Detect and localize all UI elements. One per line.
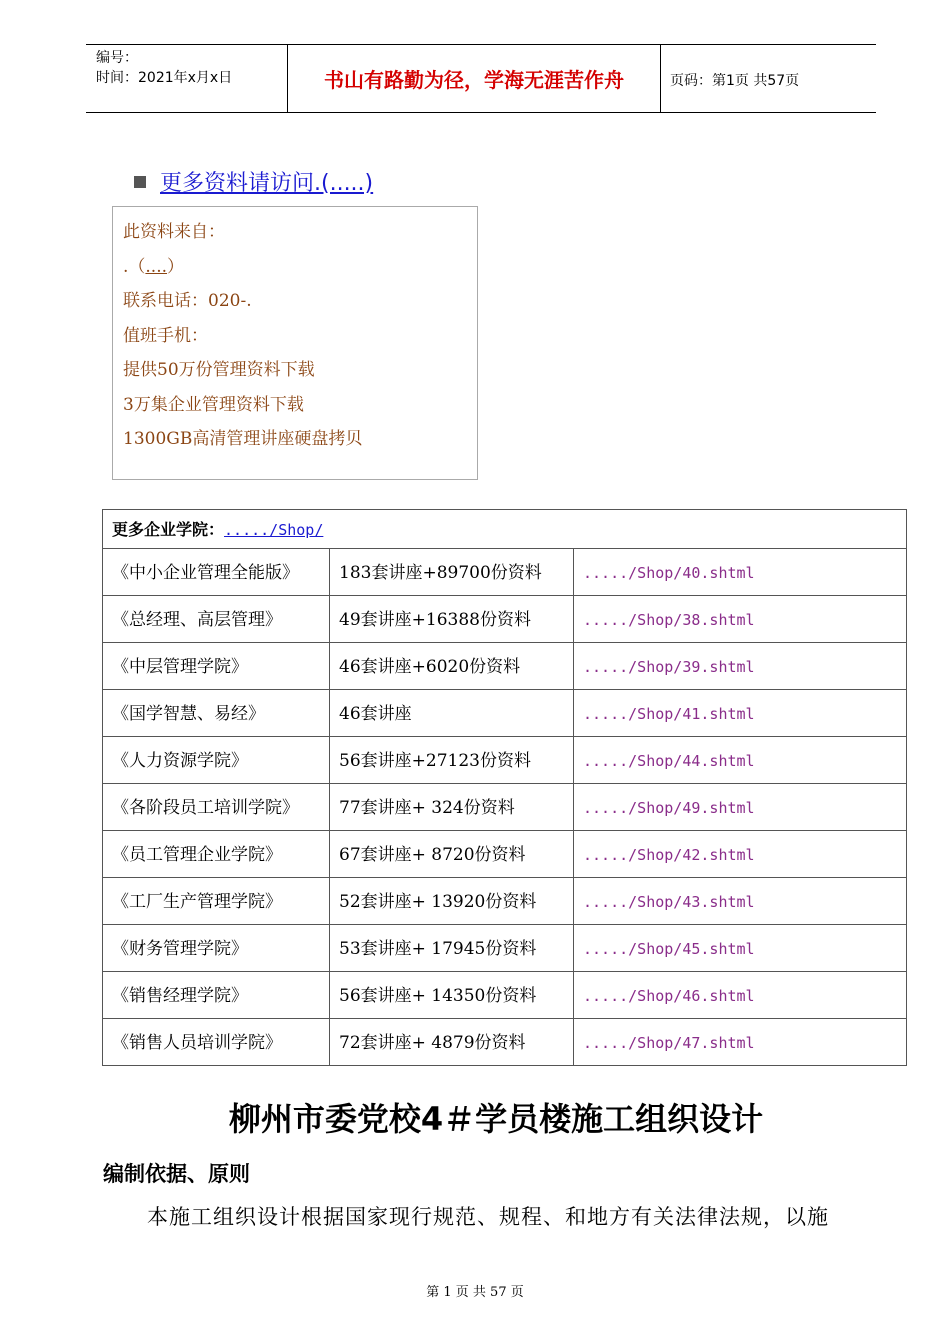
- course-link[interactable]: ...../Shop/38.shtml: [574, 596, 907, 643]
- courses-header-link[interactable]: ...../Shop/: [224, 521, 324, 539]
- course-name: 《销售人员培训学院》: [103, 1019, 330, 1066]
- courses-header-label: 更多企业学院：: [112, 520, 225, 539]
- course-desc: 52套讲座+ 13920份资料: [330, 878, 574, 925]
- table-row: [103, 925, 907, 972]
- course-link[interactable]: ...../Shop/41.shtml: [574, 690, 907, 737]
- doc-number-label: 编号：: [96, 50, 138, 66]
- course-desc: 183套讲座+89700份资料: [330, 549, 574, 596]
- table-row: [103, 596, 907, 643]
- course-desc: 56套讲座+27123份资料: [330, 737, 574, 784]
- header-meta: [96, 48, 232, 88]
- page-footer: 第 1 页 共 57 页: [426, 1285, 524, 1300]
- course-link[interactable]: ...../Shop/40.shtml: [574, 549, 907, 596]
- table-row: [103, 643, 907, 690]
- course-name: 《总经理、高层管理》: [103, 596, 330, 643]
- course-desc: 77套讲座+ 324份资料: [330, 784, 574, 831]
- course-link[interactable]: ...../Shop/45.shtml: [574, 925, 907, 972]
- course-name: 《各阶段员工培训学院》: [103, 784, 330, 831]
- course-desc: 56套讲座+ 14350份资料: [330, 972, 574, 1019]
- course-link[interactable]: ...../Shop/46.shtml: [574, 972, 907, 1019]
- table-row: [103, 690, 907, 737]
- course-name: 《销售经理学院》: [103, 972, 330, 1019]
- course-name: 《人力资源学院》: [103, 737, 330, 784]
- table-row: [103, 831, 907, 878]
- offer-line: 提供50万份管理资料下载: [123, 360, 315, 380]
- duty-mobile: 值班手机：: [123, 325, 208, 346]
- course-desc: 46套讲座+6020份资料: [330, 643, 574, 690]
- course-desc: 67套讲座+ 8720份资料: [330, 831, 574, 878]
- more-resources: [134, 166, 373, 197]
- course-name: 《中小企业管理全能版》: [103, 549, 330, 596]
- more-resources-link[interactable]: 更多资料请访问.(.....): [160, 171, 374, 196]
- table-row: [103, 784, 907, 831]
- contact-phone: 联系电话：020-.: [123, 291, 252, 311]
- header-page-info: 页码：第1页 共57页: [670, 73, 800, 89]
- source-site: [123, 250, 467, 285]
- header-bottom-rule: [86, 112, 876, 113]
- doc-time-label: 时间：2021年x月x日: [96, 70, 233, 86]
- course-desc: 46套讲座: [330, 690, 574, 737]
- body-paragraph: 本施工组织设计根据国家现行规范、规程、和地方有关法律法规，以施: [147, 1205, 829, 1229]
- table-row: [103, 972, 907, 1019]
- table-row: [103, 549, 907, 596]
- courses-header-row: [103, 510, 907, 549]
- courses-table: [102, 509, 907, 1066]
- courses-header-cell: [103, 510, 907, 549]
- course-desc: 49套讲座+16388份资料: [330, 596, 574, 643]
- source-site-link[interactable]: ....: [145, 256, 168, 277]
- course-link[interactable]: ...../Shop/43.shtml: [574, 878, 907, 925]
- header-motto: 书山有路勤为径，学海无涯苦作舟: [324, 67, 624, 92]
- table-row: [103, 737, 907, 784]
- course-name: 《员工管理企业学院》: [103, 831, 330, 878]
- course-link[interactable]: ...../Shop/47.shtml: [574, 1019, 907, 1066]
- source-site-suffix: ）: [167, 256, 185, 277]
- course-name: 《中层管理学院》: [103, 643, 330, 690]
- course-name: 《财务管理学院》: [103, 925, 330, 972]
- document-title: 柳州市委党校4＃学员楼施工组织设计: [228, 1100, 764, 1138]
- course-link[interactable]: ...../Shop/39.shtml: [574, 643, 907, 690]
- source-label: 此资料来自：: [123, 222, 225, 242]
- course-link[interactable]: ...../Shop/44.shtml: [574, 737, 907, 784]
- table-row: [103, 1019, 907, 1066]
- offer-line: 3万集企业管理资料下载: [123, 394, 304, 415]
- source-site-prefix: .（: [123, 256, 146, 277]
- header-divider: [660, 44, 661, 112]
- square-bullet-icon: [134, 176, 146, 188]
- source-info-box: [112, 206, 478, 480]
- course-link[interactable]: ...../Shop/42.shtml: [574, 831, 907, 878]
- course-name: 《工厂生产管理学院》: [103, 878, 330, 925]
- course-desc: 53套讲座+ 17945份资料: [330, 925, 574, 972]
- course-desc: 72套讲座+ 4879份资料: [330, 1019, 574, 1066]
- course-name: 《国学智慧、易经》: [103, 690, 330, 737]
- offer-line: 1300GB高清管理讲座硬盘拷贝: [123, 429, 363, 449]
- course-link[interactable]: ...../Shop/49.shtml: [574, 784, 907, 831]
- table-row: [103, 878, 907, 925]
- section-heading: 编制依据、原则: [103, 1162, 250, 1186]
